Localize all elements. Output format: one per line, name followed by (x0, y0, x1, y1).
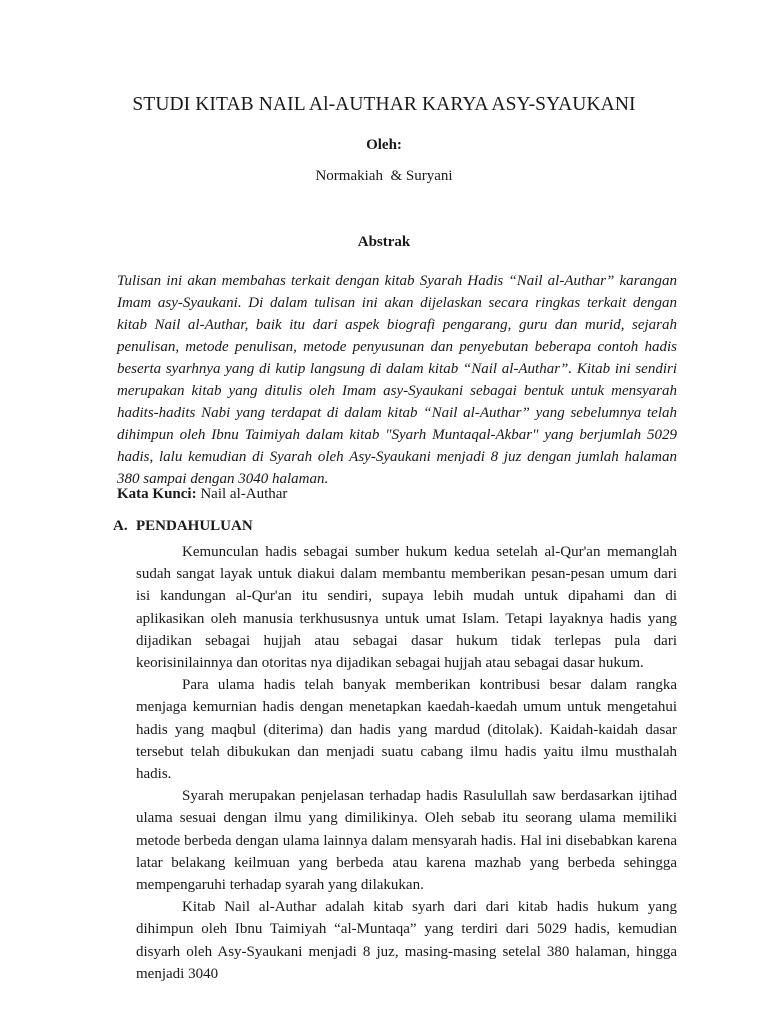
body-paragraph: Kitab Nail al-Authar adalah kitab syarh dari dari kitab hadis hukum yang dihimpun oleh Ibnu Taimiyah “al-Muntaqa” yang terdiri dari 5029 hadis, kemudian disyarh oleh Asy-Syaukani menjadi 8 juz, masing-masing setelal 380 halaman, hingga menjadi 3040 (136, 899, 677, 982)
keywords-value: Nail al-Authar (200, 486, 288, 502)
abstract-heading: Abstrak (357, 234, 411, 250)
body-paragraph: Kemunculan hadis sebagai sumber hukum kedua setelah al-Qur'an memanglah sudah sangat layak untuk diakui dalam membantu memberikan pesan-pesan umum dari isi kandungan al-Qur'an itu sendiri, supaya lebih mudah untuk dipahami dan di aplikasikan oleh manusia terkhususnya untuk umat Islam. Tetapi layaknya hadis yang dijadikan sebagai hujjah atau sebagai dasar hukum tidak terlepas pula dari keorisinilainnya dan otoritas nya dijadikan sebagai hujjah atau sebagai dasar hukum. (136, 544, 677, 672)
keywords-label: Kata Kunci: (117, 486, 197, 502)
authors: Normakiah & Suryani (315, 168, 453, 184)
section-heading (113, 518, 673, 535)
byline-label: Oleh: (366, 137, 402, 153)
section-number: A. (113, 518, 128, 534)
section-title: PENDAHULUAN (136, 518, 253, 534)
body-paragraph: Para ulama hadis telah banyak memberikan kontribusi besar dalam rangka menjaga kemurnian hadis dengan menetapkan kaedah-kaedah umum untuk mengetahui hadis yang maqbul (diterima) dan hadis yang mardud (ditolak). Kaidah-kaidah dasar tersebut telah dibukukan dan menjadi suatu cabang ilmu hadis yaitu ilmu musthalah hadis. (136, 677, 677, 783)
paper-title: STUDI KITAB NAIL Al-AUTHAR KARYA ASY-SYAUKANI (132, 94, 636, 115)
section-body (136, 541, 677, 985)
body-paragraph: Syarah merupakan penjelasan terhadap hadis Rasulullah saw berdasarkan ijtihad ulama sesuai dengan ilmu yang dimilikinya. Oleh sebab itu seorang ulama memiliki metode berbeda dengan ulama lainnya dalam mensyarah hadis. Hal ini disebabkan karena latar belakang keilmuan yang berbeda atau karena mazhab yang berbeda sehingga mempengaruhi terhadap syarah yang dilakukan. (136, 788, 677, 894)
abstract-text: Tulisan ini akan membahas terkait dengan kitab Syarah Hadis “Nail al-Authar” karangan Imam asy-Syaukani. Di dalam tulisan ini akan dijelaskan secara ringkas terkait dengan kitab Nail al-Authar, baik itu dari aspek biografi pengarang, guru dan murid, sejarah penulisan, metode penulisan, metode penyusunan dan penyebutan beberapa contoh hadis beserta syarhnya yang di kutip langsung di dalam kitab “Nail al-Authar”. Kitab ini sendiri merupakan kitab yang ditulis oleh Imam asy-Syaukani sebagai bentuk untuk mensyarah hadits-hadits Nabi yang terdapat di dalam kitab “Nail al-Authar” yang sebelumnya telah dihimpun oleh Ibnu Taimiyah dalam kitab "Syarh Muntaqal-Akbar" yang berjumlah 5029 hadis, lalu kemudian di Syarah oleh Asy-Syaukani menjadi 8 juz dengan jumlah halaman 380 sampai dengan 3040 halaman. (117, 273, 677, 487)
keywords (117, 486, 677, 503)
